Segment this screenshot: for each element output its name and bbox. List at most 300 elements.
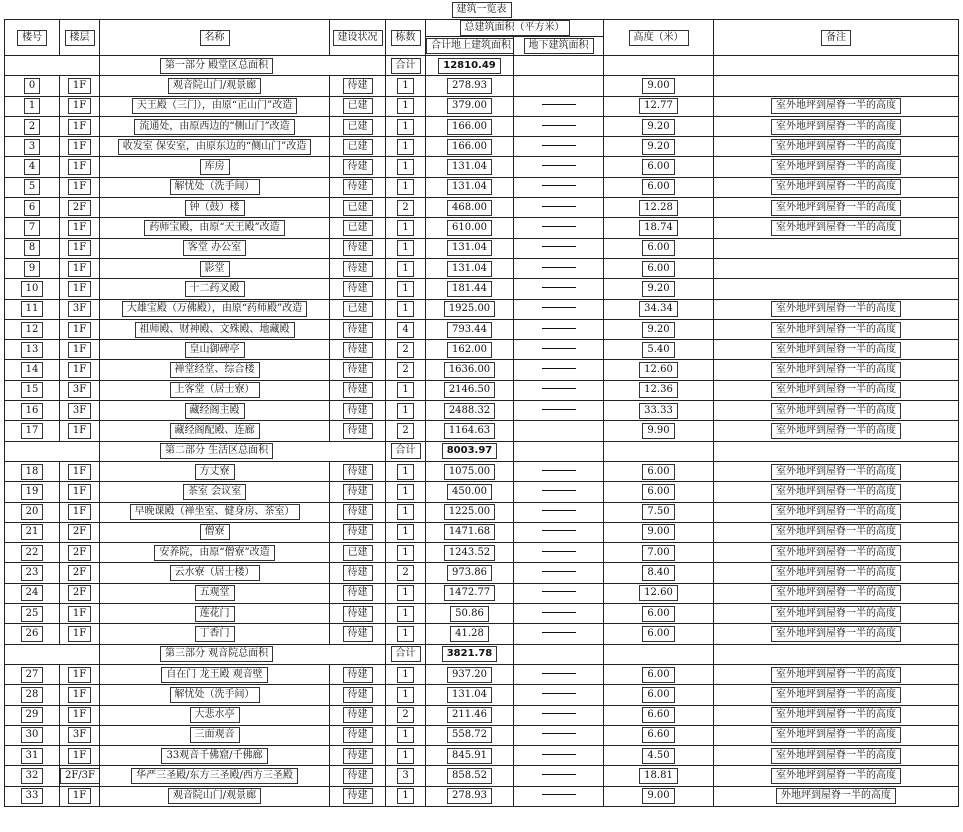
count: 1 [397,240,413,256]
height: 4.50 [642,748,674,764]
remark: 室外地坪到屋脊一半的高度 [771,484,901,500]
below-area-dash [542,328,576,329]
below-area-dash [542,551,576,552]
height: 9.20 [642,281,674,297]
above-area: 1243.52 [444,545,495,561]
building-name: 丁香门 [195,626,235,642]
below-area-dash [542,470,576,471]
height: 9.20 [642,119,674,135]
table-row [5,360,959,380]
building-no: 30 [21,727,44,743]
height: 6.00 [642,687,674,703]
floor: 1F [68,464,91,480]
building-no: 21 [21,524,44,540]
above-area: 1075.00 [444,464,495,480]
floor: 1F [68,504,91,520]
remark: 室外地坪到屋脊一半的高度 [771,707,901,723]
building-name: 藏经阁主殿 [185,403,245,419]
floor: 1F [68,626,91,642]
status: 待建 [343,423,373,439]
below-area-dash [542,510,576,511]
above-area: 131.04 [447,179,492,195]
count: 1 [397,748,413,764]
above-area: 1164.63 [444,423,495,439]
header-above-area: 合计地上建筑面积 [426,38,514,54]
height: 6.00 [642,261,674,277]
table-row [5,482,959,502]
section-label: 第二部分 生活区总面积 [160,443,273,459]
above-area: 278.93 [447,78,492,94]
table-row [5,198,959,218]
count: 2 [397,362,413,378]
building-name: 天王殿（三门），由原“正山门”改造 [132,98,297,114]
above-area: 131.04 [447,261,492,277]
remark: 室外地坪到屋脊一半的高度 [771,301,901,317]
above-area: 166.00 [447,119,492,135]
header-row [5,20,959,37]
table-row [5,543,959,563]
status: 待建 [343,342,373,358]
below-area-dash [542,368,576,369]
section-total: 3821.78 [442,646,498,662]
count: 1 [397,159,413,175]
floor: 1F [68,159,91,175]
remark: 室外地坪到屋脊一半的高度 [771,382,901,398]
count: 1 [397,98,413,114]
floor: 1F [68,667,91,683]
below-area-dash [542,693,576,694]
remark: 室外地坪到屋脊一半的高度 [771,585,901,601]
below-area-dash [542,246,576,247]
building-no: 22 [21,545,44,561]
status: 待建 [343,788,373,804]
status: 已建 [343,545,373,561]
building-name: 解忧处（洗手间） [170,687,260,703]
floor: 3F [68,727,91,743]
status: 待建 [343,240,373,256]
table-row [5,299,959,319]
building-name: 三面观音 [190,727,240,743]
table-row [5,238,959,258]
header-below-area: 地下建筑面积 [524,38,594,54]
building-name: 大雄宝殿（万佛殿），由原“药师殿”改造 [122,301,307,317]
status: 待建 [343,504,373,520]
count: 1 [397,281,413,297]
count: 1 [397,727,413,743]
status: 待建 [343,727,373,743]
below-area-dash [542,185,576,186]
building-name: 客堂 办公室 [183,240,246,256]
count: 1 [397,484,413,500]
building-no: 17 [21,423,44,439]
building-name: 上客堂（居士寮） [170,382,260,398]
floor: 2F [68,585,91,601]
remark: 室外地坪到屋脊一半的高度 [771,362,901,378]
building-no: 23 [21,565,44,581]
remark: 室外地坪到屋脊一半的高度 [771,727,901,743]
height: 6.00 [642,484,674,500]
status: 已建 [343,119,373,135]
count: 1 [397,545,413,561]
floor: 3F [68,403,91,419]
height: 12.77 [639,98,678,114]
building-no: 5 [24,179,40,195]
table-row [5,563,959,583]
table-row [5,685,959,705]
floor: 1F [68,707,91,723]
building-no: 4 [24,159,40,175]
table-row [5,725,959,745]
above-area: 162.00 [447,342,492,358]
height: 9.20 [642,322,674,338]
count: 1 [397,119,413,135]
status: 待建 [343,484,373,500]
status: 待建 [343,362,373,378]
building-name: 禅堂经堂、综合楼 [170,362,260,378]
building-name: 观音院山门/观景廊 [168,78,261,94]
floor: 2F/3F [60,768,100,784]
floor: 2F [68,524,91,540]
height: 18.74 [639,220,678,236]
status: 待建 [343,707,373,723]
floor: 2F [68,545,91,561]
below-area-dash [542,348,576,349]
floor: 3F [68,382,91,398]
table-row [5,746,959,766]
building-no: 26 [21,626,44,642]
section-label: 第三部分 观音院总面积 [160,646,273,662]
below-area-dash [542,206,576,207]
above-area: 278.93 [447,788,492,804]
below-area-dash [542,612,576,613]
count: 1 [397,78,413,94]
section-total-label: 合计 [391,58,421,74]
status: 待建 [343,606,373,622]
building-name: 收发室 保安室，由原东边的“侧山门”改造 [118,139,311,155]
height: 9.20 [642,139,674,155]
floor: 1F [68,788,91,804]
building-table [4,1,959,807]
building-name: 33观音千佛窟/千佛廊 [161,748,267,764]
section-row [5,441,959,461]
building-no: 27 [21,667,44,683]
count: 1 [397,524,413,540]
above-area: 379.00 [447,98,492,114]
count: 4 [397,322,413,338]
status: 待建 [343,687,373,703]
height: 9.90 [642,423,674,439]
below-area-dash [542,388,576,389]
above-area: 211.46 [447,707,492,723]
building-no: 20 [21,504,44,520]
building-name: 僧寮 [200,524,230,540]
above-area: 1925.00 [444,301,495,317]
status: 待建 [343,322,373,338]
remark: 室外地坪到屋脊一半的高度 [771,565,901,581]
count: 1 [397,403,413,419]
status: 待建 [343,524,373,540]
building-name: 十二药叉殿 [185,281,245,297]
floor: 1F [68,240,91,256]
below-area-dash [542,267,576,268]
building-name: 大悲水亭 [190,707,240,723]
height: 8.40 [642,565,674,581]
above-area: 610.00 [447,220,492,236]
section-total: 8003.97 [442,443,498,459]
floor: 1F [68,322,91,338]
building-no: 18 [21,464,44,480]
status: 待建 [343,748,373,764]
below-area-dash [542,754,576,755]
building-no: 11 [21,301,44,317]
status: 待建 [343,179,373,195]
status: 待建 [343,403,373,419]
floor: 2F [68,200,91,216]
building-name: 祖师殿、财神殿、文殊殿、地藏殿 [135,322,295,338]
building-no: 25 [21,606,44,622]
table-row [5,522,959,542]
below-area-dash [542,591,576,592]
building-name: 云水寮（居士楼） [170,565,260,581]
remark: 室外地坪到屋脊一半的高度 [771,139,901,155]
height: 12.28 [639,200,678,216]
building-name: 影堂 [200,261,230,277]
remark: 室外地坪到屋脊一半的高度 [771,98,901,114]
count: 2 [397,707,413,723]
below-area-dash [542,226,576,227]
table-row [5,401,959,421]
below-area-dash [542,104,576,105]
floor: 3F [68,301,91,317]
building-no: 31 [21,748,44,764]
height: 6.00 [642,626,674,642]
count: 1 [397,179,413,195]
status: 待建 [343,78,373,94]
count: 1 [397,261,413,277]
height: 12.60 [639,585,678,601]
building-name: 皇山御碑亭 [185,342,245,358]
building-name: 藏经阁配殿、连廊 [170,423,260,439]
building-no: 28 [21,687,44,703]
status: 待建 [343,626,373,642]
floor: 2F [68,565,91,581]
table-row [5,461,959,481]
header-floor: 楼层 [65,30,95,46]
table-row [5,502,959,522]
above-area: 1636.00 [444,362,495,378]
building-name: 早晚课殿（禅坐室、健身房、茶室） [130,504,300,520]
below-area-dash [542,409,576,410]
floor: 1F [68,98,91,114]
remark: 室外地坪到屋脊一半的高度 [771,768,901,784]
building-no: 13 [21,342,44,358]
table-row [5,177,959,197]
below-area-dash [542,733,576,734]
header-height: 高度（米） [629,30,689,46]
above-area: 450.00 [447,484,492,500]
table-row [5,766,959,786]
below-area-dash [542,774,576,775]
height: 12.60 [639,362,678,378]
table-row [5,319,959,339]
height: 33.33 [639,403,678,419]
status: 待建 [343,159,373,175]
status: 待建 [343,382,373,398]
status: 已建 [343,200,373,216]
height: 6.00 [642,606,674,622]
remark: 外地坪到屋脊一半的高度 [776,788,896,804]
building-no: 10 [21,281,44,297]
floor: 1F [68,261,91,277]
table-row [5,137,959,157]
count: 1 [397,667,413,683]
height: 5.40 [642,342,674,358]
table-row [5,340,959,360]
above-area: 468.00 [447,200,492,216]
section-row [5,644,959,664]
count: 2 [397,200,413,216]
below-area-dash [542,632,576,633]
height: 6.00 [642,464,674,480]
remark: 室外地坪到屋脊一半的高度 [771,423,901,439]
building-name: 安养院，由原“僧寮”改造 [154,545,274,561]
building-no: 3 [24,139,40,155]
building-no: 24 [21,585,44,601]
count: 1 [397,301,413,317]
height: 6.60 [642,727,674,743]
floor: 1F [68,179,91,195]
above-area: 937.20 [447,667,492,683]
header-name: 名称 [200,30,230,46]
floor: 1F [68,423,91,439]
count: 1 [397,504,413,520]
building-no: 1 [24,98,40,114]
count: 1 [397,464,413,480]
above-area: 131.04 [447,687,492,703]
building-no: 14 [21,362,44,378]
count: 1 [397,626,413,642]
table-row [5,664,959,684]
remark: 室外地坪到屋脊一半的高度 [771,626,901,642]
status: 已建 [343,98,373,114]
title-row [5,1,959,20]
count: 1 [397,382,413,398]
status: 待建 [343,464,373,480]
remark: 室外地坪到屋脊一半的高度 [771,504,901,520]
status: 待建 [343,667,373,683]
above-area: 41.28 [450,626,489,642]
table-row [5,96,959,116]
header-building-no: 楼号 [17,30,47,46]
below-area-dash [542,145,576,146]
building-name: 药师宝殿，由原“天王殿”改造 [144,220,284,236]
height: 6.60 [642,707,674,723]
height: 7.00 [642,545,674,561]
above-area: 2146.50 [444,382,495,398]
table-row [5,380,959,400]
height: 7.50 [642,504,674,520]
header-total-area: 总建筑面积（平方米） [460,20,570,36]
building-no: 12 [21,322,44,338]
above-area: 131.04 [447,240,492,256]
building-no: 2 [24,119,40,135]
status: 待建 [343,585,373,601]
height: 6.00 [642,159,674,175]
status: 已建 [343,220,373,236]
height: 18.81 [639,768,678,784]
remark: 室外地坪到屋脊一半的高度 [771,403,901,419]
count: 2 [397,565,413,581]
building-name: 五观堂 [195,585,235,601]
remark: 室外地坪到屋脊一半的高度 [771,159,901,175]
table-row [5,218,959,238]
remark: 室外地坪到屋脊一半的高度 [771,687,901,703]
height: 12.36 [639,382,678,398]
status: 已建 [343,301,373,317]
above-area: 1471.68 [444,524,495,540]
floor: 1F [68,78,91,94]
floor: 1F [68,342,91,358]
count: 3 [397,768,413,784]
table-row [5,279,959,299]
count: 1 [397,606,413,622]
status: 待建 [343,768,373,784]
count: 1 [397,788,413,804]
table-row [5,786,959,806]
remark: 室外地坪到屋脊一半的高度 [771,119,901,135]
header-status: 建设状况 [333,30,383,46]
table-row [5,604,959,624]
building-name: 库房 [200,159,230,175]
floor: 1F [68,281,91,297]
building-no: 9 [24,261,40,277]
count: 1 [397,139,413,155]
below-area-dash [542,287,576,288]
remark: 室外地坪到屋脊一半的高度 [771,179,901,195]
count: 1 [397,585,413,601]
section-total-label: 合计 [391,443,421,459]
remark: 室外地坪到屋脊一半的高度 [771,524,901,540]
below-area-dash [542,530,576,531]
below-area-dash [542,673,576,674]
building-no: 7 [24,220,40,236]
floor: 1F [68,606,91,622]
section-label: 第一部分 殿堂区总面积 [160,58,273,74]
status: 待建 [343,261,373,277]
remark: 室外地坪到屋脊一半的高度 [771,748,901,764]
table-title: 建筑一览表 [452,2,512,18]
below-area-dash [542,713,576,714]
table-row [5,258,959,278]
remark: 室外地坪到屋脊一半的高度 [771,545,901,561]
above-area: 1225.00 [444,504,495,520]
count: 2 [397,423,413,439]
table-row [5,76,959,96]
below-area-dash [542,794,576,795]
section-total-label: 合计 [391,646,421,662]
remark: 室外地坪到屋脊一半的高度 [771,200,901,216]
above-area: 181.44 [447,281,492,297]
floor: 1F [68,687,91,703]
table-row [5,583,959,603]
below-area-dash [542,571,576,572]
height: 9.00 [642,78,674,94]
section-row [5,56,959,76]
building-name: 自在门 龙王殿 观音壁 [161,667,267,683]
remark: 室外地坪到屋脊一半的高度 [771,342,901,358]
above-area: 166.00 [447,139,492,155]
status: 待建 [343,565,373,581]
